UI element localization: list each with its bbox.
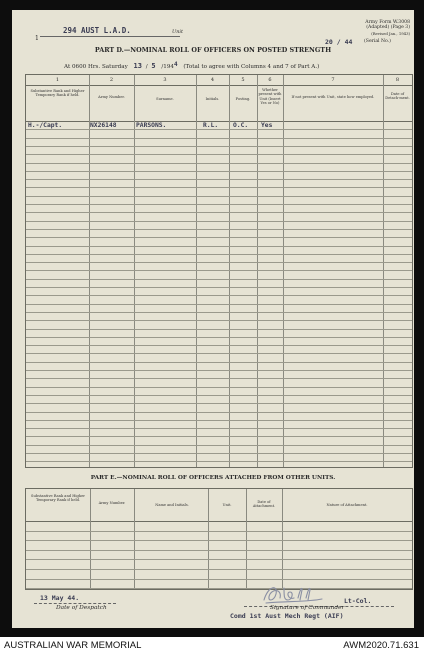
col-header-present: Whether present with Unit (Insert Yes or No) (258, 88, 282, 106)
col-number-3: 3 (163, 77, 167, 83)
date-year-prefix: /194 (161, 64, 174, 70)
ruled-line (26, 138, 412, 139)
ruled-line (26, 569, 412, 570)
col-header-detachment: Date of Detach-ment. (385, 92, 410, 101)
commander-rank: Lt-Col. (344, 597, 372, 605)
col-header-posting: Posting. (235, 97, 251, 101)
date-year-digit: 4 (173, 61, 178, 68)
footer-accession-number: AWM2020.71.631 (343, 640, 419, 651)
despatch-underline (34, 603, 116, 604)
ruled-line (26, 163, 412, 164)
ruled-line (26, 362, 412, 363)
ruled-line (26, 187, 412, 188)
part-d-date-line: At 0600 Hrs. Saturday 13 / 5 /1944 (Total to agree with Columns 4 and 7 of Part A.) (64, 61, 320, 70)
ruled-line (26, 378, 412, 379)
unit-underline (40, 36, 180, 37)
ruled-line (26, 337, 412, 338)
ruled-line (26, 304, 412, 305)
column-number-row (26, 77, 412, 85)
table-row (26, 122, 412, 131)
ruled-line (26, 403, 412, 404)
unit-label: Unit (172, 29, 184, 35)
col-number-4: 4 (210, 77, 215, 83)
cell-initials: R.L. (203, 122, 219, 129)
ruled-line (26, 550, 412, 551)
ruled-line (26, 270, 412, 271)
cell-surname: PARSONS. (136, 122, 167, 129)
ruled-line (26, 559, 412, 560)
cell-army-number: NX26148 (90, 122, 117, 129)
ruled-line (26, 436, 412, 437)
date-prefix: At 0600 Hrs. Saturday (64, 64, 128, 70)
ruled-line (26, 588, 412, 589)
e-header-rank: Substantive Rank and Higher Temporary Rank if held. (31, 494, 85, 503)
ruled-line (26, 279, 412, 280)
e-header-army-number: Army Number. (98, 501, 126, 505)
part-d-table (25, 74, 413, 468)
col-header-rank: Substantive Rank and Higher Temporary Rank if held. (30, 89, 85, 98)
col-number-5: 5 (241, 77, 245, 83)
cell-rank: H.-/Capt. (28, 122, 63, 129)
commander-signature (258, 580, 328, 606)
part-e-ruled-rows (26, 521, 412, 589)
ruled-line (26, 262, 412, 263)
ruled-line (26, 540, 412, 541)
army-form-page (12, 10, 414, 628)
cell-posting: O.C. (233, 122, 249, 129)
part-d-title: PART D.—NOMINAL ROLL OF OFFICERS ON POSTED STRENGTH (94, 46, 332, 54)
col-number-1: 1 (55, 77, 60, 83)
col-number-7: 7 (331, 77, 335, 83)
ruled-line (26, 154, 412, 155)
ruled-line (26, 204, 412, 205)
despatch-date: 13 May 44. (40, 594, 80, 602)
ruled-line (26, 445, 412, 446)
col-header-employed: If not present with Unit, state how employed. (291, 95, 375, 99)
ruled-line (26, 353, 412, 354)
ruled-line (26, 246, 412, 247)
date-note: (Total to agree with Columns 4 and 7 of Part A.) (183, 64, 320, 70)
ruled-line (26, 196, 412, 197)
archive-footer (0, 637, 424, 653)
ruled-line (26, 171, 412, 172)
ruled-line (26, 179, 412, 180)
part-e-title: PART E.—NOMINAL ROLL OF OFFICERS ATTACHED FROM OTHER UNITS. (90, 475, 336, 481)
part-e-table (25, 488, 413, 590)
col-header-initials: Initials. (205, 97, 220, 101)
e-header-date: Date of Attachment. (252, 500, 276, 509)
ruled-line (26, 320, 412, 321)
ruled-line (26, 387, 412, 388)
col-number-6: 6 (268, 77, 272, 83)
ruled-line (26, 345, 412, 346)
ruled-line (26, 420, 412, 421)
ruled-line (26, 412, 412, 413)
form-reference (332, 20, 410, 36)
ruled-line (26, 461, 412, 462)
e-header-nature: Nature of Attachment. (326, 503, 368, 507)
e-header-unit: Unit. (222, 503, 232, 507)
part-d-ruled-rows (26, 121, 412, 467)
ruled-line (26, 531, 412, 532)
cell-present: Yes (261, 122, 273, 129)
command-line: Comd 1st Aust Mech Regt (AIF) (230, 612, 344, 620)
col-header-surname: Surname. (156, 97, 174, 101)
footer-institution: AUSTRALIAN WAR MEMORIAL (4, 640, 142, 651)
despatch-label: Date of Despatch (56, 605, 107, 611)
commander-label: Signature of Commander (270, 605, 345, 611)
serial-value: 20 / 44 (325, 38, 353, 46)
ruled-line (26, 453, 412, 454)
margin-mark: 1 (35, 35, 39, 42)
serial-label: (Serial No.) (364, 39, 391, 44)
ruled-line (26, 395, 412, 396)
ruled-line (26, 254, 412, 255)
date-day: 13 (133, 62, 142, 70)
form-adapted: (Adapted) (Page 3) (366, 25, 410, 31)
number-row-divider (26, 85, 412, 86)
ruled-line (26, 212, 412, 213)
ruled-line (26, 229, 412, 230)
ruled-line (26, 146, 412, 147)
unit-value: 294 AUST L.A.D. (63, 26, 131, 35)
date-month: 5 (151, 62, 156, 70)
ruled-line (26, 237, 412, 238)
ruled-line (26, 312, 412, 313)
ruled-line (26, 221, 412, 222)
col-number-8: 8 (395, 77, 400, 83)
ruled-line (26, 295, 412, 296)
ruled-line (26, 287, 412, 288)
ruled-line (26, 428, 412, 429)
e-header-name: Name and Initials. (155, 503, 189, 507)
form-revised: (Revised Jan., 1943) (371, 30, 410, 36)
col-number-2: 2 (109, 77, 114, 83)
col-header-army-number: Army Number. (98, 95, 125, 99)
ruled-line (26, 579, 412, 580)
ruled-line (26, 329, 412, 330)
form-number: Army Form W.3008 (365, 20, 410, 25)
ruled-line (26, 370, 412, 371)
